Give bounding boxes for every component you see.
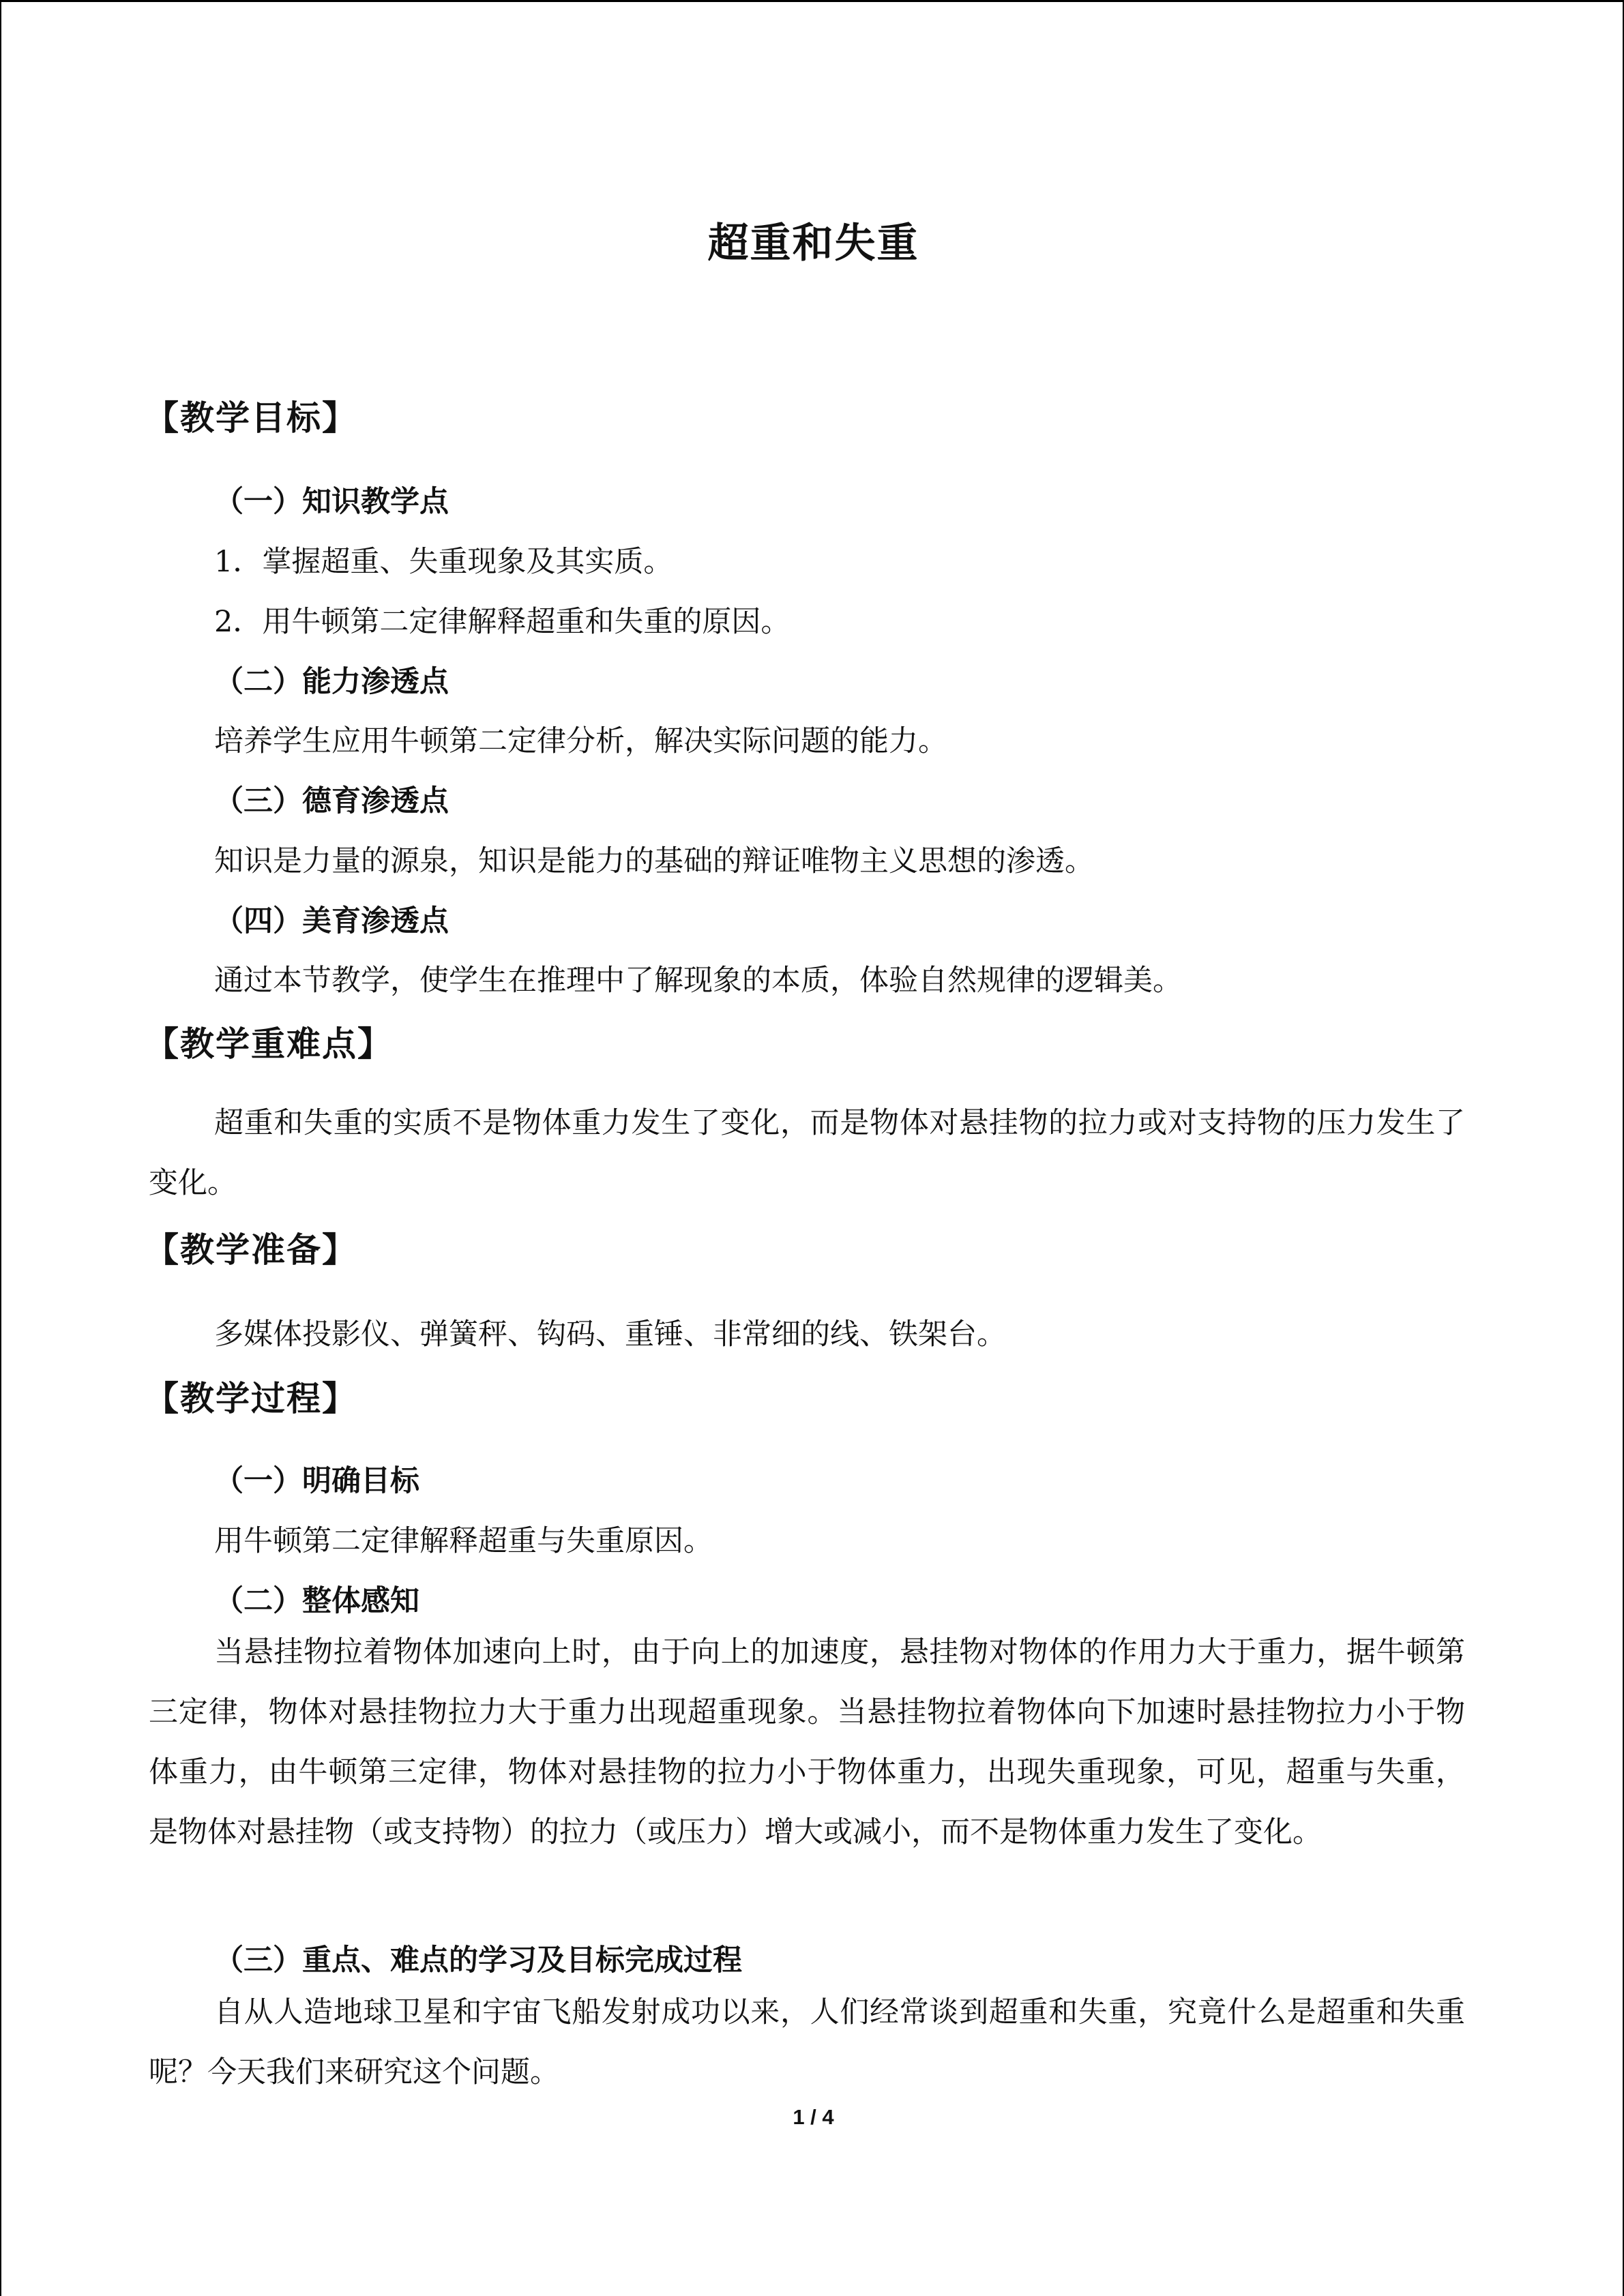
subheading-aesthetic: （四）美育渗透点	[214, 904, 449, 938]
ability-text: 培养学生应用牛顿第二定律分析，解决实际问题的能力。	[214, 724, 947, 758]
focus-text: 自从人造地球卫星和宇宙飞船发射成功以来，人们经常谈到超重和失重，究竟什么是超重和失重呢？今天我们来研究这个问题。	[149, 1995, 1465, 2089]
subheading-goal: （一）明确目标	[214, 1464, 419, 1498]
section-heading-preparation: 【教学准备】	[145, 1229, 357, 1270]
page-number: 1 / 4	[793, 2105, 834, 2129]
subheading-ability: （二）能力渗透点	[214, 665, 449, 699]
goal-text: 用牛顿第二定律解释超重与失重原因。	[214, 1524, 713, 1558]
document-title: 超重和失重	[707, 220, 919, 267]
subheading-moral: （三）德育渗透点	[214, 784, 449, 818]
key-points-text: 超重和失重的实质不是物体重力发生了变化，而是物体对悬挂物的拉力或对支持物的压力发生了变化。	[149, 1106, 1465, 1200]
moral-text: 知识是力量的源泉，知识是能力的基础的辩证唯物主义思想的渗透。	[214, 844, 1094, 878]
preparation-text: 多媒体投影仪、弹簧秤、钩码、重锤、非常细的线、铁架台。	[214, 1317, 1006, 1352]
subheading-knowledge: （一）知识教学点	[214, 485, 449, 519]
knowledge-item-2: 2．用牛顿第二定律解释超重和失重的原因。	[214, 605, 791, 639]
overall-text: 当悬挂物拉着物体加速向上时，由于向上的加速度，悬挂物对物体的作用力大于重力，据牛顿第三定律，物体对悬挂物拉力大于重力出现超重现象。当悬挂物拉着物体向下加速时悬挂物拉力小于物体重力，由牛顿第三定律，物体对悬挂物的拉力小于物体重力，出现失重现象，可见，超重与失重，是物体对悬挂物（或支持物）的拉力（或压力）增大或减小，而不是物体重力发生了变化。	[149, 1635, 1465, 1849]
knowledge-item-1: 1．掌握超重、失重现象及其实质。	[214, 545, 673, 579]
section-heading-objectives: 【教学目标】	[145, 398, 357, 438]
section-heading-process: 【教学过程】	[145, 1378, 357, 1418]
aesthetic-text: 通过本节教学，使学生在推理中了解现象的本质，体验自然规律的逻辑美。	[214, 964, 1182, 998]
subheading-overall: （二）整体感知	[214, 1584, 419, 1618]
section-heading-key-points: 【教学重难点】	[145, 1024, 393, 1064]
subheading-focus: （三）重点、难点的学习及目标完成过程	[214, 1943, 742, 1978]
